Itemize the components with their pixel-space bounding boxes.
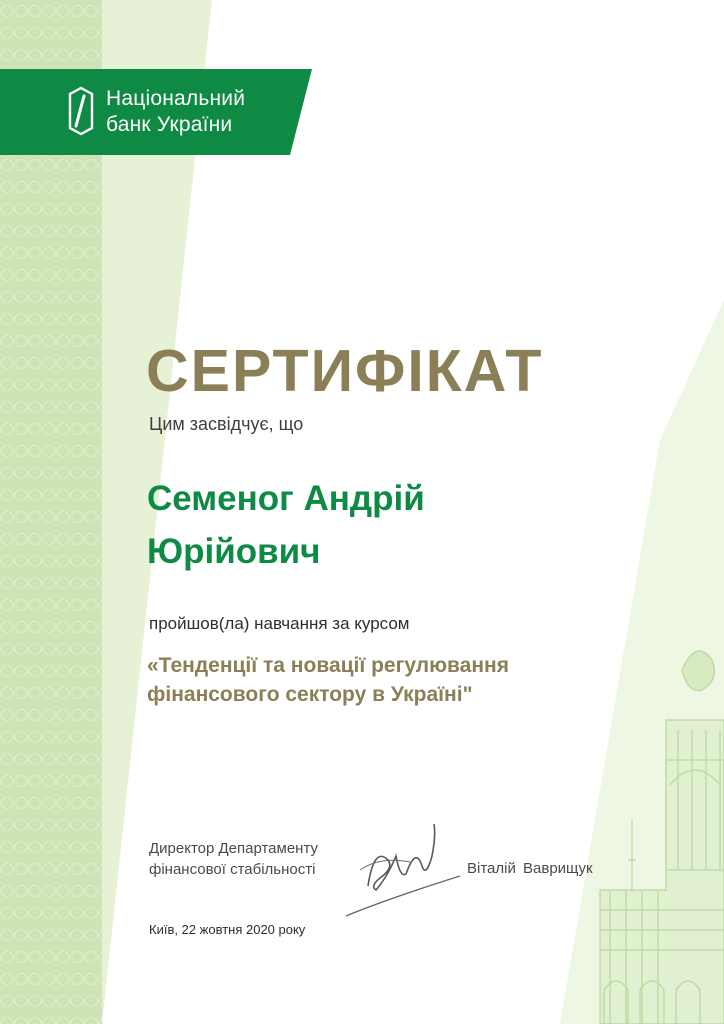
bank-name-line2: банк України — [106, 113, 233, 136]
certificate-title: СЕРТИФІКАТ — [146, 338, 544, 404]
bank-name — [106, 86, 245, 138]
course-title-line1: «Тенденції та новації регулювання — [147, 654, 509, 677]
building-illustration-icon — [570, 620, 724, 1024]
signatory-position — [149, 838, 318, 880]
nbu-logo-icon — [66, 86, 96, 136]
recipient-name-line2: Юрійович — [147, 532, 321, 571]
signatory-position-line2: фінансової стабільності — [149, 861, 316, 878]
signatory-name: Віталій Ваврищук — [467, 860, 593, 877]
completed-text: пройшов(ла) навчання за курсом — [149, 614, 410, 633]
course-title — [147, 651, 509, 709]
handwritten-signature — [340, 816, 464, 928]
signatory-position-line1: Директор Департаменту — [149, 840, 319, 857]
place-date: Київ, 22 жовтня 2020 року — [149, 922, 306, 937]
bank-name-line1: Національний — [106, 87, 246, 110]
recipient-name-line1: Семеног Андрій — [147, 479, 425, 518]
certifies-text: Цим засвідчує, що — [149, 414, 304, 434]
recipient-name — [147, 472, 425, 578]
course-title-line2: фінансового сектору в Україні" — [147, 683, 473, 706]
